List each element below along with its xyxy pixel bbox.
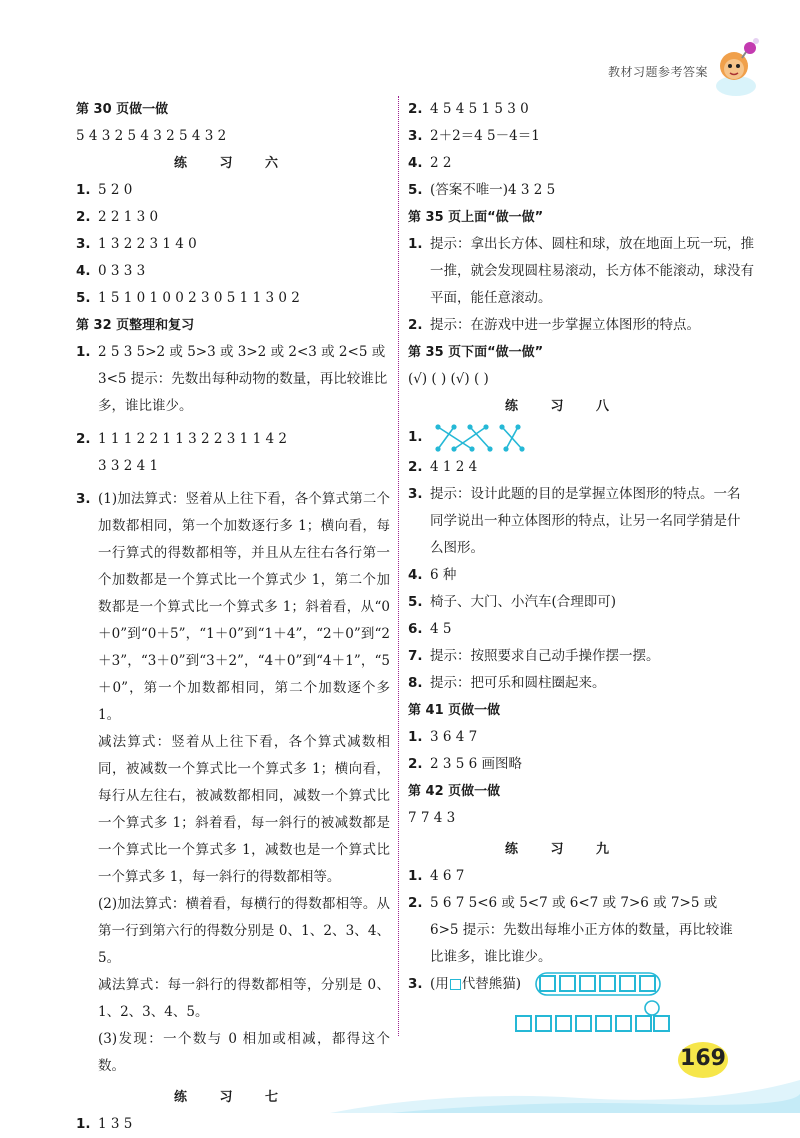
section-heading: 第 35 页下面“做一做” xyxy=(408,345,544,360)
answer-continuation: 一推，就会发现圆柱易滚动，长方体不能滚动，球没有 xyxy=(430,263,754,279)
answer-continuation: 3<5 提示：先数出每种动物的数量，再比较谁比 xyxy=(98,371,388,387)
answer-item: 3. 1 3 2 2 3 1 4 0 xyxy=(76,236,197,252)
answer-item: 1. 3 6 4 7 xyxy=(408,729,478,745)
left-column xyxy=(76,96,390,1138)
right-column xyxy=(408,96,754,998)
answer-item: 1. 1 3 5 xyxy=(76,1116,133,1132)
section-heading: 第 41 页做一做 xyxy=(408,703,501,718)
answer-item: 1. 2 5 3 5>2 或 5>3 或 3>2 或 2<3 或 2<5 或 xyxy=(76,344,386,360)
matching-lines-diagram xyxy=(434,423,534,453)
section-heading: 第 42 页做一做 xyxy=(408,784,501,799)
answer-continuation: 6>5 提示：先数出每堆小正方体的数量，再比较谁 xyxy=(430,922,733,938)
answer-item: 4. 6 种 xyxy=(408,567,457,583)
answer-paragraph: (2)加法算式：横着看，每横行的得数都相等。从第一行到第六行的得数分别是 0、1、2、3、4、5。 xyxy=(98,896,390,966)
answer-item: 2. 1 1 1 2 2 1 1 3 2 2 3 1 1 4 2 xyxy=(76,431,287,447)
answer-item: 2. 4 1 2 4 xyxy=(408,459,478,475)
header-title: 教材习题参考答案 xyxy=(608,65,709,79)
answer-item: 1. 4 6 7 xyxy=(408,868,465,884)
answer-item: 2. 提示：在游戏中进一步掌握立体图形的特点。 xyxy=(408,317,700,333)
answer-item: 3. 提示：设计此题的目的是掌握立体图形的特点。一名 xyxy=(408,486,741,502)
exercise-title: 练 习 七 xyxy=(173,1090,293,1105)
answer-paragraph: 减法算式：竖着从上往下看，各个算式减数相同，被减数一个算式比一个算式多 1；横向看，每行从左往右，被减数都相同，减数一个算式比一个算式多 1；斜着看，每一斜行的被减数都是一个算式比一个算式多 1，减数也是一个算式比一个算式多 1，每一斜行的得数都相等。 xyxy=(98,734,390,885)
answer-continuation: 平面，能任意滚动。 xyxy=(430,290,552,306)
answer-item: 2. 4 5 4 5 1 5 3 0 xyxy=(408,101,529,117)
answer-line: 7 7 4 3 xyxy=(408,810,456,826)
exercise-title: 练 习 六 xyxy=(173,156,293,171)
section-heading: 第 30 页做一做 xyxy=(76,102,169,117)
answer-item: 2. 2 3 5 6 画图略 xyxy=(408,756,523,772)
answer-paragraph: 减法算式：每一斜行的得数都相等，分别是 0、1、2、3、4、5。 xyxy=(98,977,390,1020)
answer-line: 5 4 3 2 5 4 3 2 5 4 3 2 xyxy=(76,128,227,144)
answer-item: 5. 椅子、大门、小汽车(合理即可) xyxy=(408,594,617,610)
section-heading: 第 32 页整理和复习 xyxy=(76,318,195,333)
square-symbol-icon xyxy=(450,979,461,990)
mascot-icon xyxy=(712,36,764,100)
answer-continuation: 多，谁比谁少。 xyxy=(98,398,193,414)
answer-item: 3. (用 代替熊猫) xyxy=(408,976,522,992)
answer-item: 3. (1)加法算式：竖着从上往下看，各个算式第二个加数都相同，第一个加数逐行多 1；横向看，每一行算式的得数都相等，并且从左往右各行第一个加数都是一个算式比一个算式少 1，第二个加数都是一个算式比一个算式多 1；斜着看，从“0＋0”到“0＋5”，“1＋0”到“1＋4”，“2＋0”到“2＋3”，“3＋0”到“3＋2”，“4＋0”到“4＋1”，“5＋0”，第一个加数都相同，第二个加数逐个多 1。 减法算式：竖着从上往下看，各个算式减数相同，被减数一个算式比一个算式多 1；横向看，每行从左往右，被减数都相同，减数一个算式比一个算式多 1；斜着看，每一斜行的被减数都是一个算式比一个算式多 1，减数也是一个算式比一个算式多 1，每一斜行的得数都相等。 (2)加法算式：横着看，每横行的得数都相等。从第一行到第六行的得数分别是 0、1、2、3、4、5。 减法算式：每一斜行的得数都相等，分别是 0、1、2、3、4、5。 (3)发现：一个数与 0 相加或相减，都得这个数。 xyxy=(76,486,390,1080)
exercise-title: 练 习 九 xyxy=(504,842,624,857)
answer-item: 1. xyxy=(408,420,720,454)
answer-item: 8. 提示：把可乐和圆柱圈起来。 xyxy=(408,675,606,691)
answer-item: 7. 提示：按照要求自己动手操作摆一摆。 xyxy=(408,648,660,664)
answer-item: 5. 1 5 1 0 1 0 0 2 3 0 5 1 1 3 0 2 xyxy=(76,290,300,306)
answer-item: 4. 2 2 xyxy=(408,155,452,171)
answer-item: 1. 提示：拿出长方体、圆柱和球，放在地面上玩一玩，推 xyxy=(408,236,754,252)
section-heading: 第 35 页上面“做一做” xyxy=(408,210,544,225)
answer-item: 3. 2＋2＝4 5－4＝1 xyxy=(408,128,540,144)
answer-item: 2. 2 2 1 3 0 xyxy=(76,209,159,225)
answer-continuation: 3 3 2 4 1 xyxy=(98,458,159,474)
page-number: 169 xyxy=(680,1046,726,1071)
answer-continuation: 么图形。 xyxy=(430,540,484,556)
square-grid-diagram xyxy=(512,972,672,1034)
answer-item: 5. (答案不唯一)4 3 2 5 xyxy=(408,182,556,198)
exercise-title: 练 习 八 xyxy=(504,399,624,414)
answer-paragraph: (3)发现：一个数与 0 相加或相减，都得这个数。 xyxy=(98,1031,390,1074)
answer-continuation: 比谁多，谁比谁少。 xyxy=(430,949,552,965)
answer-continuation: 同学说出一种立体图形的特点，让另一名同学猜是什 xyxy=(430,513,741,529)
column-divider xyxy=(398,96,399,1036)
answer-item: 2. 5 6 7 5<6 或 5<7 或 6<7 或 7>6 或 7>5 或 xyxy=(408,895,718,911)
answer-paragraph: (1)加法算式：竖着从上往下看，各个算式第二个加数都相同，第一个加数逐行多 1；横向看，每一行算式的得数都相等，并且从左往右各行第一个加数都是一个算式比一个算式少 1，第二个加数都是一个算式比一个算式多 1；斜着看，从“0＋0”到“0＋5”，“1＋0”到“1＋4”，“2＋0”到“2＋3”，“3＋0”到“3＋2”，“4＋0”到“4＋1”，“5＋0”，第一个加数都相同，第二个加数逐个多 1。 xyxy=(98,491,390,723)
answer-item: 6. 4 5 xyxy=(408,621,452,637)
checkmark-answers: (√) ( ) (√) ( ) xyxy=(408,371,489,387)
answer-item: 1. 5 2 0 xyxy=(76,182,133,198)
answer-item: 4. 0 3 3 3 xyxy=(76,263,146,279)
